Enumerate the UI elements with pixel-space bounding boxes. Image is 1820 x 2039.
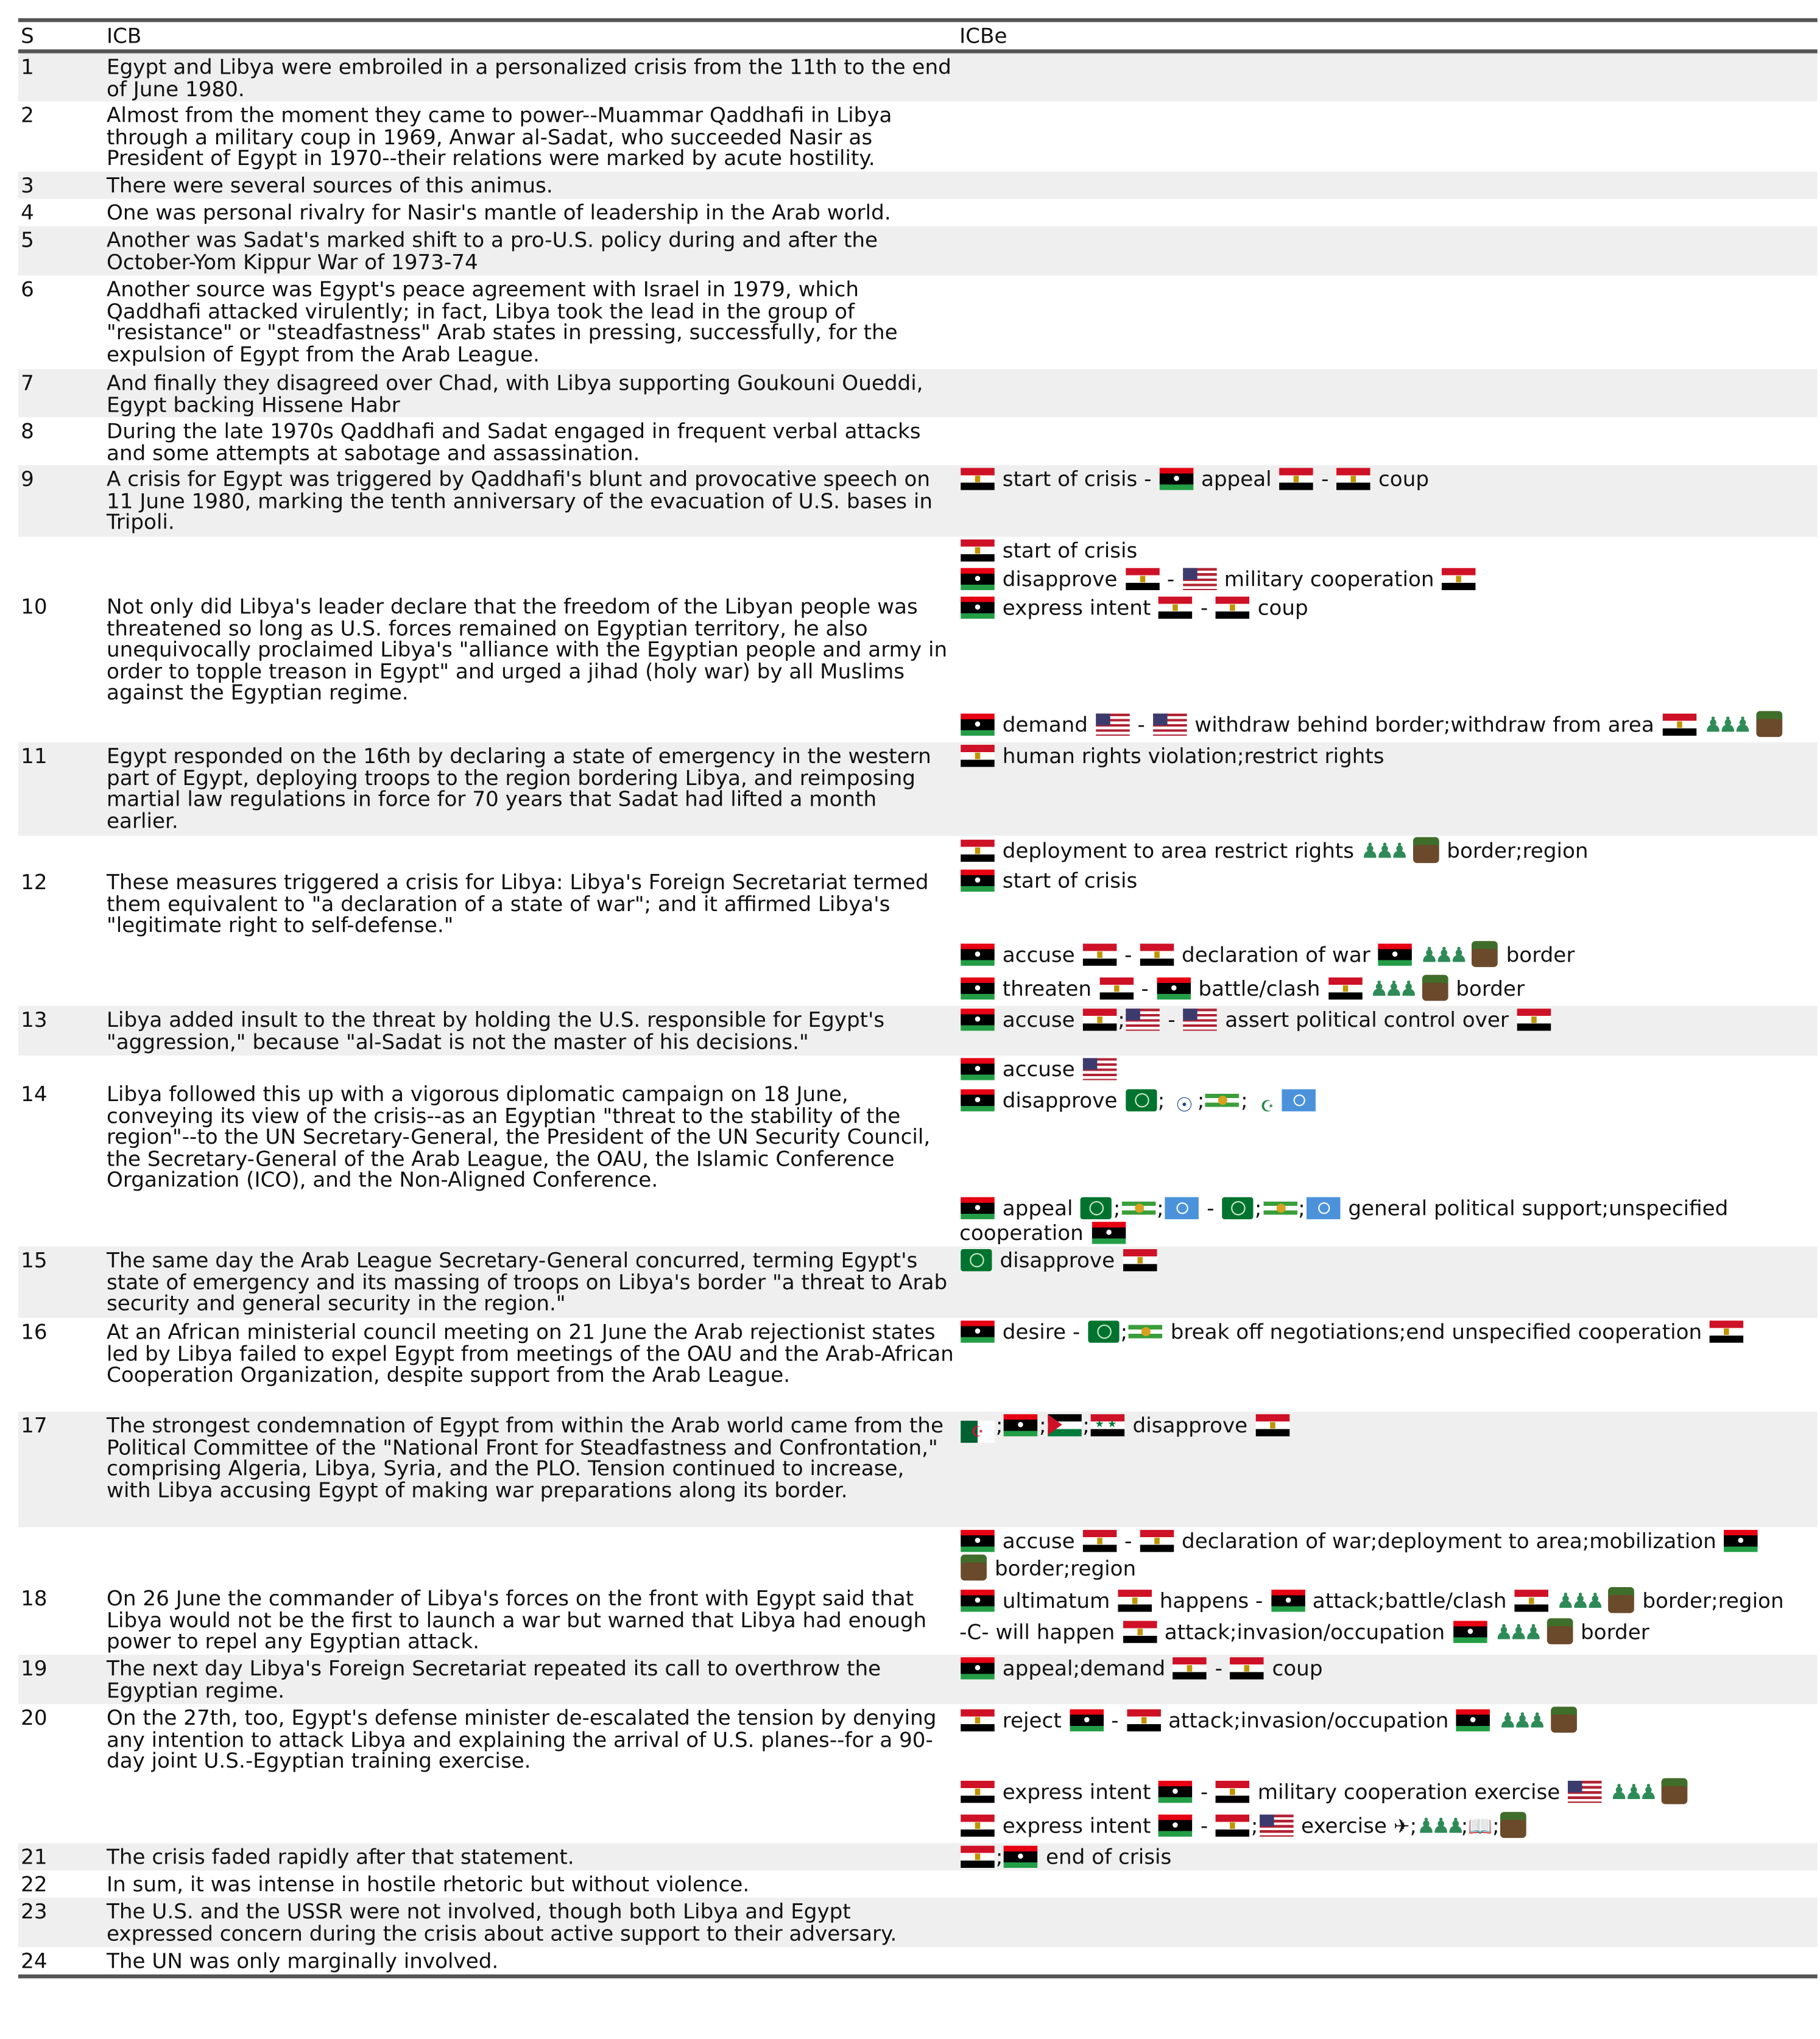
icb-text: These measures triggered a crisis for Libya: Libya's Foreign Secretariat termed them equivalent to "a declaration of a state of war"; and it affirmed Libya's "legitimate right to self-defense." bbox=[107, 869, 929, 937]
troops-icon: ♟♟♟ bbox=[1360, 838, 1405, 864]
aircraft-icon: ✈ bbox=[1393, 1814, 1410, 1838]
icbe-event bbox=[959, 465, 1429, 494]
event-text: appeal bbox=[1201, 467, 1272, 491]
oau-flag-icon bbox=[1121, 1197, 1155, 1219]
territory-icon bbox=[1551, 1706, 1577, 1733]
libya-flag-icon bbox=[1157, 977, 1190, 999]
table-row bbox=[18, 369, 1818, 417]
table-row bbox=[18, 1247, 1818, 1318]
row-number: 11 bbox=[21, 743, 48, 769]
un-flag-icon bbox=[1307, 1197, 1340, 1219]
row-number: 13 bbox=[21, 1007, 48, 1032]
event-text: ; bbox=[1409, 1813, 1417, 1838]
egypt-flag-icon bbox=[1515, 1590, 1548, 1611]
icbe-event bbox=[959, 867, 1137, 896]
event-text: express intent bbox=[1002, 1813, 1151, 1838]
egypt-flag-icon bbox=[1083, 944, 1116, 966]
event-text: end of crisis bbox=[1046, 1844, 1172, 1870]
territory-icon bbox=[1501, 1812, 1527, 1838]
egypt-flag-icon bbox=[1127, 1710, 1160, 1731]
egypt-flag-icon bbox=[961, 1846, 994, 1868]
row-number: 22 bbox=[21, 1872, 48, 1896]
icb-text: The next day Libya's Foreign Secretariat repeated its call to overthrow the Egyptian regime. bbox=[107, 1656, 881, 1702]
event-text: cooperation bbox=[959, 1220, 1084, 1245]
event-text: start of crisis - bbox=[1002, 467, 1152, 491]
event-text: - bbox=[1141, 976, 1149, 1001]
event-text: appeal bbox=[1002, 1196, 1073, 1221]
row-number: 20 bbox=[21, 1705, 48, 1730]
table-row bbox=[18, 836, 1818, 1006]
libya-flag-icon bbox=[961, 714, 994, 736]
row-number: 23 bbox=[21, 1899, 48, 1924]
egypt-flag-icon bbox=[1083, 1009, 1116, 1030]
icbe-event bbox=[959, 1706, 1578, 1735]
event-text: accuse bbox=[1002, 1007, 1075, 1032]
troops-icon: ♟♟♟ bbox=[1494, 1619, 1539, 1644]
icb-text: Egypt and Libya were embroiled in a personalized crisis from the 11th to the end of June 1980. bbox=[107, 54, 951, 101]
event-text: express intent bbox=[1002, 1779, 1151, 1805]
icbe-event bbox=[959, 1086, 1317, 1118]
event-text: ; bbox=[1461, 1813, 1469, 1838]
event-text: disapprove bbox=[1002, 566, 1118, 592]
event-text: happens - bbox=[1159, 1588, 1263, 1613]
egypt-flag-icon bbox=[1099, 977, 1133, 999]
libya-flag-icon bbox=[961, 1320, 994, 1342]
libya-flag-icon bbox=[961, 1058, 994, 1080]
event-text: disapprove bbox=[1132, 1412, 1248, 1438]
event-text: - bbox=[1200, 595, 1208, 621]
egypt-flag-icon bbox=[1517, 1009, 1550, 1030]
icb-text: In sum, it was intense in hostile rhetoric but without violence. bbox=[107, 1872, 750, 1896]
egypt-flag-icon bbox=[1328, 977, 1361, 999]
icb-text: Not only did Libya's leader declare that the freedom of the Libyan people was threatened so long as U.S. forces remained on Egyptian territory, he also unequivocally proclaimed Libya's "alliance with the Egyptian people and army in order to topple treason in Egypt" and urged a jihad (holy war) by all Muslims against the Egyptian regime. bbox=[107, 594, 948, 705]
event-text: ; bbox=[1241, 1088, 1248, 1113]
un-flag-icon bbox=[1165, 1197, 1199, 1219]
libya-flag-icon bbox=[961, 1657, 994, 1679]
oic-icon: ☪ bbox=[1256, 1096, 1279, 1118]
egypt-flag-icon bbox=[961, 1710, 994, 1731]
egypt-flag-icon bbox=[961, 540, 994, 562]
event-text: express intent bbox=[1002, 595, 1151, 621]
libya-flag-icon bbox=[1159, 1781, 1192, 1803]
icbe-event bbox=[959, 1527, 1759, 1556]
table-row bbox=[18, 417, 1818, 465]
event-text: ultimatum bbox=[1002, 1588, 1110, 1613]
egypt-flag-icon bbox=[1337, 468, 1370, 490]
row-number: 5 bbox=[21, 227, 34, 253]
territory-icon bbox=[1662, 1778, 1688, 1805]
icbe-event bbox=[959, 941, 1575, 970]
icbe-event-continued bbox=[959, 1222, 1126, 1244]
territory-icon bbox=[1756, 711, 1782, 737]
row-number: 9 bbox=[21, 467, 34, 491]
training-icon: 📖 bbox=[1468, 1814, 1493, 1838]
icbe-event bbox=[959, 742, 1384, 771]
troops-icon: ♟♟♟ bbox=[1417, 1813, 1461, 1838]
libya-flag-icon bbox=[1456, 1710, 1490, 1731]
table-row bbox=[18, 1318, 1818, 1412]
row-number: 17 bbox=[21, 1412, 48, 1438]
icbe-event-continued bbox=[959, 1555, 1136, 1583]
libya-flag-icon bbox=[961, 1197, 994, 1219]
libya-flag-icon bbox=[1453, 1621, 1486, 1643]
event-text: coup bbox=[1272, 1656, 1323, 1681]
event-text: - bbox=[1200, 1813, 1208, 1838]
icb-text: A crisis for Egypt was triggered by Qaddhafi's blunt and provocative speech on 11 June 1980, marking the tenth anniversary of the evacuation of U.S. bases in Tripoli. bbox=[107, 467, 933, 535]
arab-league-icon bbox=[1222, 1197, 1254, 1219]
icb-text: One was personal rivalry for Nasir's mantle of leadership in the Arab world. bbox=[107, 200, 891, 225]
icbe-event bbox=[959, 1655, 1322, 1683]
egypt-flag-icon bbox=[1216, 1781, 1249, 1803]
egypt-flag-icon bbox=[961, 1781, 994, 1803]
table-row bbox=[18, 101, 1818, 171]
egypt-flag-icon bbox=[961, 840, 994, 862]
arab-league-icon bbox=[961, 1249, 992, 1271]
row-number: 7 bbox=[21, 370, 34, 395]
palestine-flag-icon bbox=[1048, 1414, 1081, 1436]
egypt-flag-icon bbox=[961, 1814, 994, 1836]
event-text: - bbox=[1124, 942, 1132, 967]
territory-icon bbox=[961, 1555, 987, 1581]
icb-text: Another was Sadat's marked shift to a pro-U.S. policy during and after the October-Yom Kippur War of 1973-74 bbox=[107, 227, 878, 274]
libya-flag-icon bbox=[961, 1090, 994, 1111]
header-icbe: ICBe bbox=[959, 23, 1007, 48]
icb-text: During the late 1970s Qaddhafi and Sadat engaged in frequent verbal attacks and some attempts at sabotage and assassination. bbox=[107, 418, 921, 465]
table-row bbox=[18, 226, 1818, 275]
event-text: - bbox=[1137, 712, 1145, 738]
event-text: declaration of war;deployment to area;mobilization bbox=[1182, 1528, 1716, 1554]
event-text: demand bbox=[1002, 712, 1088, 738]
row-number: 15 bbox=[21, 1247, 48, 1273]
event-text: attack;battle/clash bbox=[1312, 1588, 1507, 1613]
header-icb: ICB bbox=[107, 23, 142, 48]
icbe-event bbox=[959, 1778, 1689, 1807]
table-row bbox=[18, 1412, 1818, 1527]
event-text: break off negotiations;end unspecified cooperation bbox=[1170, 1319, 1702, 1344]
usa-flag-icon bbox=[1183, 1009, 1217, 1030]
libya-flag-icon bbox=[1271, 1590, 1304, 1611]
icbe-event bbox=[959, 537, 1137, 565]
libya-flag-icon bbox=[961, 1009, 994, 1030]
territory-icon bbox=[1609, 1587, 1635, 1613]
event-text: ; bbox=[1118, 1007, 1125, 1032]
event-text: declaration of war bbox=[1182, 942, 1370, 967]
event-text: border bbox=[1456, 976, 1525, 1001]
oau-flag-icon bbox=[1205, 1090, 1239, 1111]
egypt-flag-icon bbox=[1255, 1414, 1289, 1436]
table-row bbox=[18, 172, 1818, 199]
table-row bbox=[18, 1006, 1818, 1055]
egypt-flag-icon bbox=[1140, 944, 1174, 966]
icb-text: The strongest condemnation of Egypt from within the Arab world came from the Political Committee of the "National Front for Steadfastness and Confrontation," comprising Algeria, Libya, Syria, and the PLO. Tension continued to increase, with Libya accusing Egypt of making war preparations along its border. bbox=[107, 1412, 944, 1502]
event-text: accuse bbox=[1002, 1057, 1075, 1082]
territory-icon bbox=[1422, 975, 1448, 1001]
event-text: military cooperation bbox=[1224, 566, 1434, 592]
libya-flag-icon bbox=[961, 1530, 994, 1552]
icbe-event bbox=[959, 1587, 1783, 1616]
row-number: 8 bbox=[21, 418, 34, 443]
event-text: accuse bbox=[1002, 1528, 1075, 1554]
icb-text: There were several sources of this animus. bbox=[107, 172, 553, 198]
arab-league-icon bbox=[1125, 1090, 1156, 1111]
libya-flag-icon bbox=[1159, 1814, 1192, 1836]
troops-icon: ♟♟♟ bbox=[1420, 942, 1464, 967]
event-text: ; bbox=[1157, 1196, 1164, 1221]
icb-text: The same day the Arab League Secretary-General concurred, terming Egypt's state of emergency and its massing of troops on Libya's border "a threat to Arab security and general security in the region." bbox=[107, 1247, 948, 1315]
icbe-event bbox=[959, 1197, 1728, 1219]
libya-flag-icon bbox=[1004, 1414, 1038, 1436]
icbe-event bbox=[959, 594, 1308, 622]
event-text: - bbox=[1321, 467, 1329, 491]
libya-flag-icon bbox=[961, 870, 994, 892]
event-text: ; bbox=[995, 1412, 1003, 1438]
arab-league-icon bbox=[1081, 1197, 1112, 1219]
icbe-event bbox=[959, 1412, 1291, 1443]
libya-flag-icon bbox=[961, 568, 994, 590]
event-text: ; bbox=[1113, 1196, 1121, 1221]
un-flag-icon bbox=[1282, 1090, 1315, 1111]
icb-text: On 26 June the commander of Libya's forces on the front with Egypt said that Libya would not be the first to launch a war but warned that Libya had enough power to repel any Egyptian attack. bbox=[107, 1585, 927, 1653]
non-aligned-icon: ☉ bbox=[1173, 1094, 1196, 1116]
table-row bbox=[18, 1055, 1818, 1247]
arab-league-icon bbox=[1088, 1320, 1119, 1342]
troops-icon: ♟♟♟ bbox=[1369, 976, 1414, 1001]
event-text: ; bbox=[1120, 1319, 1128, 1344]
row-number: 21 bbox=[21, 1844, 48, 1870]
icb-text: Libya followed this up with a vigorous diplomatic campaign on 18 June, conveying its view of the crisis--as an Egyptian "threat to the stability of the region"--to the UN Secretary-General, the President of the UN Security Council, the Secretary-General of the Arab League, the OAU, the Islamic Conference Organization (ICO), and the Non-Aligned Conference. bbox=[107, 1081, 931, 1192]
icbe-event bbox=[959, 565, 1477, 594]
event-text: -C- will happen bbox=[959, 1619, 1115, 1644]
table-row bbox=[18, 742, 1818, 836]
icbe-event bbox=[959, 1812, 1528, 1840]
event-text: attack;invasion/occupation bbox=[1164, 1619, 1445, 1644]
event-text: - bbox=[1215, 1656, 1223, 1681]
icbe-event bbox=[959, 1318, 1745, 1347]
icbe-event bbox=[959, 1247, 1158, 1275]
event-text: deployment to area restrict rights bbox=[1002, 838, 1355, 864]
event-text: military cooperation exercise bbox=[1257, 1779, 1561, 1805]
egypt-flag-icon bbox=[1662, 714, 1696, 736]
table-row bbox=[18, 537, 1818, 742]
table-row bbox=[18, 1947, 1818, 1974]
icb-text: Another source was Egypt's peace agreement with Israel in 1979, which Qaddhafi attacked virulently; in fact, Libya took the lead in the group of "resistance" or "steadfastness" Arab states in pressing, successfully, for the expulsion of Egypt from the Arab League. bbox=[107, 276, 898, 366]
icb-text: Almost from the moment they came to power--Muammar Qaddhafi in Libya through a military coup in 1969, Anwar al-Sadat, who succeeded Nasir as President of Egypt in 1970--their relations were marked by acute hostility. bbox=[107, 102, 892, 171]
territory-icon bbox=[1472, 941, 1498, 967]
icbe-event bbox=[959, 1006, 1551, 1035]
event-text: battle/clash bbox=[1198, 976, 1321, 1001]
icb-text: Egypt responded on the 16th by declaring a state of emergency in the western part of Egypt, deploying troops to the region bordering Libya, and reimposing martial law regulations in force for 70 years that Sadat had lifted a month earlier. bbox=[107, 743, 931, 833]
event-text: ; bbox=[1197, 1088, 1205, 1113]
table-row bbox=[18, 1704, 1818, 1843]
egypt-flag-icon bbox=[1216, 1814, 1249, 1836]
egypt-flag-icon bbox=[1125, 568, 1159, 590]
egypt-flag-icon bbox=[1140, 1530, 1174, 1552]
usa-flag-icon bbox=[1096, 714, 1129, 736]
row-number: 12 bbox=[21, 869, 48, 895]
egypt-flag-icon bbox=[1280, 468, 1313, 490]
event-text: border bbox=[1506, 942, 1575, 967]
row-number: 10 bbox=[21, 594, 48, 619]
row-number: 2 bbox=[21, 102, 34, 128]
event-text: human rights violation;restrict rights bbox=[1002, 743, 1384, 769]
icbe-event bbox=[959, 1055, 1118, 1084]
egypt-flag-icon bbox=[1123, 1249, 1156, 1271]
event-text: coup bbox=[1257, 595, 1308, 621]
egypt-flag-icon bbox=[1083, 1530, 1116, 1552]
event-text: start of crisis bbox=[1002, 538, 1138, 563]
icb-text: The U.S. and the USSR were not involved, though both Libya and Egypt expressed concern during the crisis about active support to their adversary. bbox=[107, 1899, 897, 1945]
usa-flag-icon bbox=[1153, 714, 1187, 736]
event-text: - bbox=[1111, 1708, 1119, 1733]
icb-text: And finally they disagreed over Chad, with Libya supporting Goukouni Oueddi, Egypt backing Hissene Habr bbox=[107, 370, 923, 417]
event-text: ; bbox=[1039, 1412, 1046, 1438]
event-text: - bbox=[1200, 1779, 1208, 1805]
libya-flag-icon bbox=[1159, 468, 1193, 490]
libya-flag-icon bbox=[1724, 1530, 1758, 1552]
icbe-event bbox=[959, 1843, 1171, 1872]
event-text: - bbox=[1207, 1196, 1215, 1221]
table-row bbox=[18, 1870, 1818, 1898]
egypt-flag-icon bbox=[1216, 597, 1249, 619]
table-row bbox=[18, 465, 1818, 537]
oau-flag-icon bbox=[1263, 1197, 1297, 1219]
event-text: threaten bbox=[1002, 976, 1092, 1001]
egypt-flag-icon bbox=[1159, 597, 1192, 619]
event-text: desire - bbox=[1002, 1319, 1081, 1344]
egypt-flag-icon bbox=[1118, 1590, 1151, 1611]
event-text: accuse bbox=[1002, 942, 1075, 967]
event-text: ; bbox=[1250, 1813, 1258, 1838]
icb-text: The UN was only marginally involved. bbox=[107, 1948, 499, 1973]
table-row bbox=[18, 275, 1818, 369]
event-text: attack;invasion/occupation bbox=[1168, 1708, 1449, 1733]
event-text: disapprove bbox=[1002, 1088, 1118, 1113]
event-text: ; bbox=[1298, 1196, 1305, 1221]
row-number: 24 bbox=[21, 1948, 48, 1973]
event-text: border bbox=[1581, 1619, 1649, 1644]
egypt-flag-icon bbox=[1123, 1621, 1156, 1643]
event-text: appeal;demand bbox=[1002, 1656, 1166, 1681]
usa-flag-icon bbox=[1126, 1009, 1160, 1030]
event-text: ; bbox=[1157, 1088, 1165, 1113]
libya-flag-icon bbox=[1070, 1710, 1103, 1731]
egypt-flag-icon bbox=[1173, 1657, 1207, 1679]
table-row bbox=[18, 1655, 1818, 1704]
algeria-flag-icon: ☪ bbox=[961, 1421, 994, 1443]
event-text: border;region bbox=[1447, 838, 1589, 864]
libya-flag-icon bbox=[1004, 1846, 1038, 1868]
libya-flag-icon bbox=[961, 597, 994, 619]
row-number: 14 bbox=[21, 1081, 48, 1107]
libya-flag-icon bbox=[961, 1590, 994, 1611]
event-text: coup bbox=[1378, 467, 1430, 491]
icbe-event bbox=[959, 711, 1783, 739]
table-row bbox=[18, 54, 1818, 102]
table-row bbox=[18, 1527, 1818, 1655]
event-text: assert political control over bbox=[1225, 1007, 1509, 1032]
event-text: - bbox=[1124, 1528, 1132, 1554]
row-number: 4 bbox=[21, 200, 34, 225]
event-text: start of crisis bbox=[1002, 868, 1138, 893]
row-number: 16 bbox=[21, 1319, 48, 1344]
icb-text: On the 27th, too, Egypt's defense minister de-escalated the tension by denying any intention to attack Libya and explaining the arrival of U.S. planes--for a 90-day joint U.S.-Egyptian training exercise. bbox=[107, 1705, 937, 1773]
usa-flag-icon bbox=[1259, 1814, 1293, 1836]
troops-icon: ♟♟♟ bbox=[1609, 1779, 1654, 1805]
troops-icon: ♟♟♟ bbox=[1556, 1588, 1601, 1613]
icbe-event bbox=[959, 975, 1525, 1004]
event-text: border;region bbox=[994, 1555, 1137, 1581]
event-text: withdraw behind border;withdraw from area bbox=[1194, 712, 1654, 738]
bottom-rule bbox=[18, 1974, 1818, 1978]
icb-text: At an African ministerial council meeting on 21 June the Arab rejectionist states led by Libya failed to expel Egypt from meetings of the OAU and the Arab-African Cooperation Organization, despite support from the Arab League. bbox=[107, 1319, 954, 1387]
top-rule bbox=[18, 18, 1818, 22]
libya-flag-icon bbox=[1092, 1222, 1125, 1244]
event-text: ; bbox=[995, 1844, 1003, 1870]
row-number: 1 bbox=[21, 54, 34, 80]
row-number: 18 bbox=[21, 1585, 48, 1611]
event-text: reject bbox=[1002, 1708, 1062, 1733]
icb-text: Libya added insult to the threat by holding the U.S. responsible for Egypt's "aggression," because "al-Sadat is not the master of his decisions." bbox=[107, 1007, 885, 1054]
event-text: exercise bbox=[1300, 1813, 1387, 1838]
libya-flag-icon bbox=[961, 977, 994, 999]
row-number: 19 bbox=[21, 1656, 48, 1681]
event-text: - bbox=[1166, 566, 1175, 592]
event-text: ; bbox=[1492, 1813, 1500, 1838]
row-number: 6 bbox=[21, 276, 34, 302]
egypt-flag-icon bbox=[1230, 1657, 1264, 1679]
troops-icon: ♟♟♟ bbox=[1498, 1708, 1543, 1733]
event-text: disapprove bbox=[1000, 1247, 1115, 1273]
usa-flag-icon bbox=[1182, 568, 1216, 590]
icb-text: The crisis faded rapidly after that statement. bbox=[107, 1844, 574, 1870]
syria-flag-icon bbox=[1091, 1414, 1124, 1436]
table-row bbox=[18, 1898, 1818, 1947]
libya-flag-icon bbox=[961, 944, 994, 966]
egypt-flag-icon bbox=[1442, 568, 1476, 590]
event-text: border;region bbox=[1642, 1588, 1784, 1613]
event-text: general political support;unspecified bbox=[1348, 1196, 1729, 1221]
table-row bbox=[18, 1843, 1818, 1870]
icbe-event bbox=[959, 1618, 1649, 1647]
territory-icon bbox=[1547, 1618, 1573, 1644]
oau-flag-icon bbox=[1129, 1320, 1162, 1342]
usa-flag-icon bbox=[1568, 1781, 1601, 1803]
egypt-flag-icon bbox=[961, 468, 994, 490]
egypt-flag-icon bbox=[1710, 1320, 1743, 1342]
event-text: - bbox=[1168, 1007, 1176, 1032]
header-s: S bbox=[21, 23, 34, 48]
libya-flag-icon bbox=[1378, 944, 1412, 966]
row-number: 3 bbox=[21, 172, 34, 198]
territory-icon bbox=[1413, 837, 1439, 863]
troops-icon: ♟♟♟ bbox=[1704, 712, 1748, 738]
usa-flag-icon bbox=[1083, 1058, 1116, 1080]
event-text: ; bbox=[1254, 1196, 1262, 1221]
egypt-flag-icon bbox=[961, 745, 994, 767]
icbe-event bbox=[959, 837, 1588, 865]
table-row bbox=[18, 199, 1818, 227]
event-text: ; bbox=[1082, 1412, 1090, 1438]
